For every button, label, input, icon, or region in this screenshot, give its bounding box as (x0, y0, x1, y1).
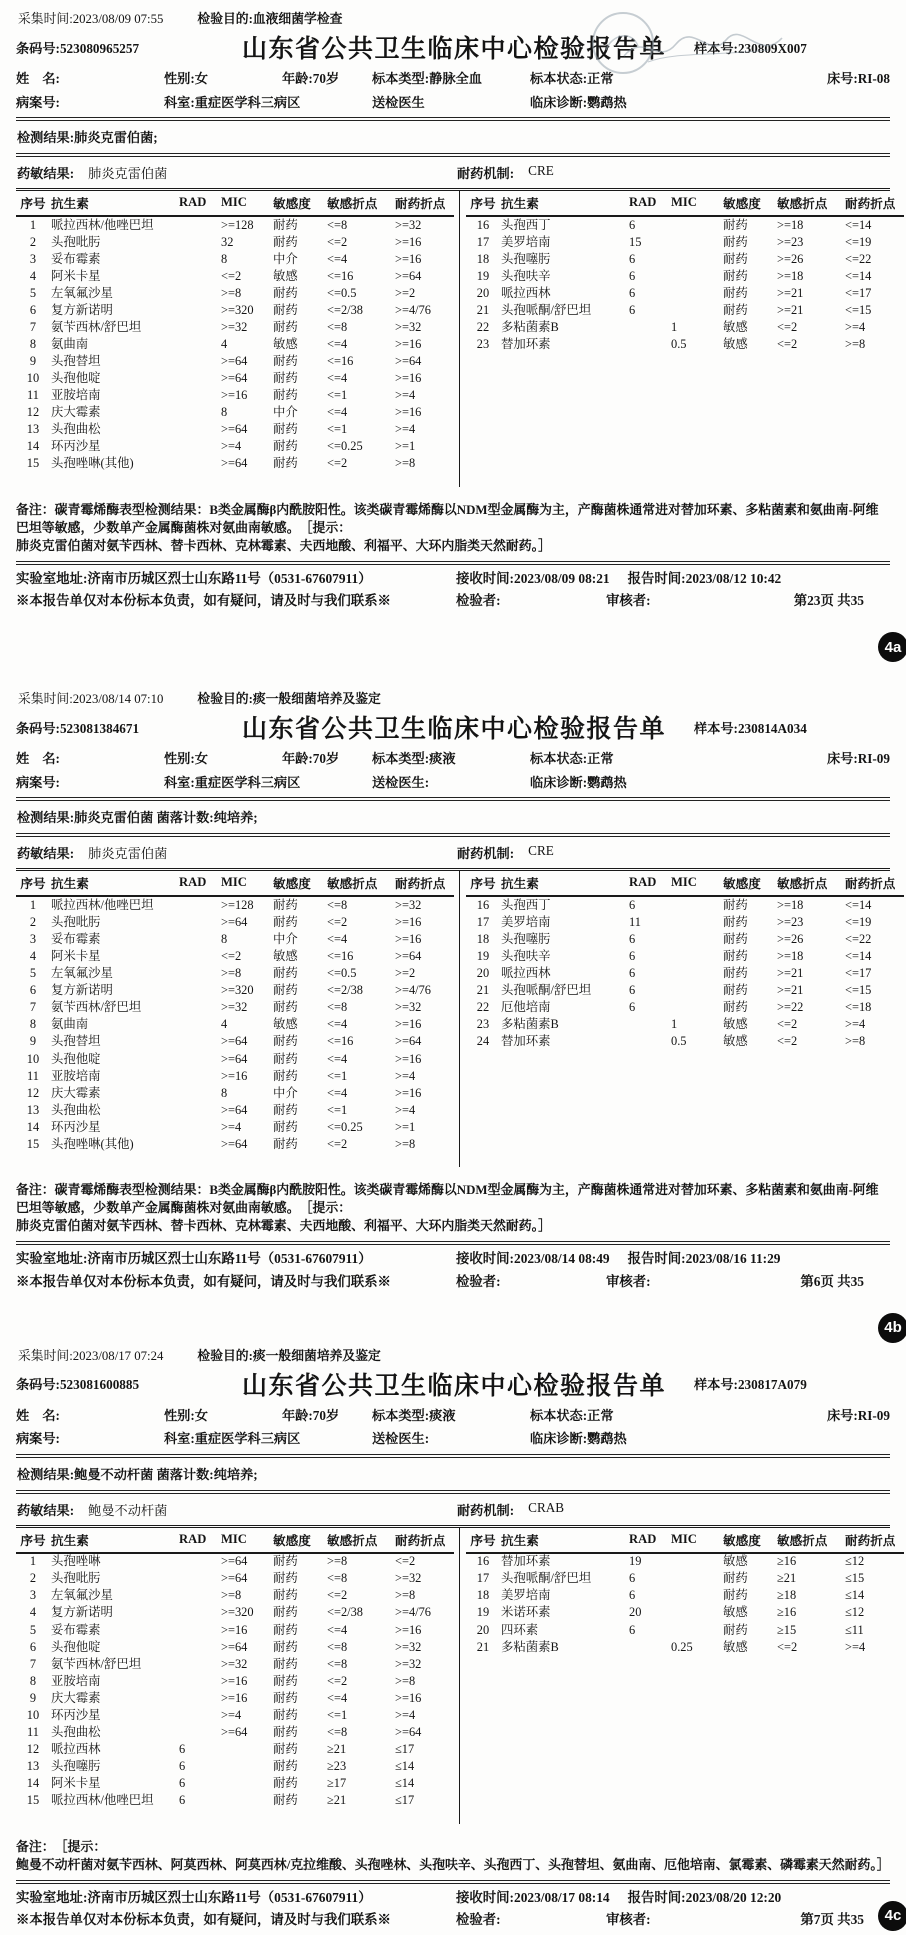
footer-line-1 (16, 568, 890, 590)
table-row: 19 头孢呋辛 6 耐药 >=18 <=14 (476, 949, 872, 964)
col-mic: MIC (220, 871, 272, 896)
col-antibiotic: 抗生素 (50, 191, 178, 216)
col-sensitivity: 敏感度 (722, 871, 776, 896)
table-row: 2 头孢吡肟 >=64 耐药 <=8 >=32 (29, 1571, 422, 1586)
table-row: 2 头孢吡肟 32 耐药 <=2 >=16 (29, 234, 422, 249)
organism-name: 肺炎克雷伯菌 (88, 166, 168, 181)
table-row: 14 阿米卡星 6 耐药 ≥17 ≤14 (26, 1776, 415, 1791)
col-antibiotic: 抗生素 (500, 191, 628, 216)
report-top-line (16, 6, 890, 27)
table-row: 18 头孢噻肟 6 耐药 >=26 <=22 (476, 932, 872, 947)
divider (16, 1490, 890, 1494)
figure-label-badge: 4a (878, 632, 906, 662)
remark-text: 备注：碳青霉烯酶表型检测结果：B类金属酶β内酰胺阳性。该类碳青霉烯酶以NDM型金属酶为主，产酶菌株通常进对替加环素、多粘菌素和氨曲南-阿维巴坦等敏感，少数单产金属酶菌株对氨曲南敏感。 ［提示： (16, 1183, 879, 1216)
patient-name-label: 姓 名: (16, 1407, 60, 1423)
col-resist-breakpoint: 耐药折点 (844, 1528, 904, 1553)
case-number-label: 病案号: (16, 774, 60, 790)
table-row: 8 氨曲南 4 敏感 <=4 >=16 (29, 337, 422, 352)
case-number-label: 病案号: (16, 1431, 60, 1447)
patient-info (16, 747, 890, 794)
col-resist-breakpoint: 耐药折点 (394, 191, 454, 216)
patient-age: 年龄:70岁 (282, 1407, 340, 1423)
page-number: 第7页 共35 (800, 1911, 864, 1927)
antibiogram-table (16, 191, 454, 473)
susceptibility-label: 药敏结果: (17, 166, 75, 181)
footer-divider (16, 561, 890, 565)
remark-text: 备注： ［提示： (16, 1839, 107, 1854)
table-row: 1 哌拉西林/他唑巴坦 >=128 耐药 <=8 >=32 (29, 897, 422, 912)
report-time: 报告时间:2023/08/12 10:42 (627, 571, 782, 587)
patient-gender: 性别:女 (164, 71, 208, 86)
col-sensitivity: 敏感度 (722, 1528, 776, 1553)
antibiogram-table (16, 1528, 454, 1810)
table-row: 7 氨苄西林/舒巴坦 >=32 耐药 <=8 >=32 (29, 1656, 422, 1671)
table-row: 6 头孢他啶 >=64 耐药 <=8 >=32 (29, 1639, 422, 1654)
reviewer-label: 审核者: (606, 1911, 651, 1927)
col-sens-breakpoint: 敏感折点 (326, 871, 394, 896)
sample-number: 样本号:230817A079 (694, 1377, 807, 1393)
table-row: 14 环丙沙星 >=4 耐药 <=0.25 >=1 (26, 439, 416, 454)
divider (16, 117, 890, 121)
sending-doctor-label: 送检医生: (372, 774, 430, 790)
patient-info (16, 67, 890, 114)
col-rad: RAD (178, 1528, 220, 1553)
col-mic: MIC (670, 191, 722, 216)
table-row: 6 复方新诺明 >=320 耐药 <=2/38 >=4/76 (29, 302, 432, 317)
antibiogram-left (16, 1528, 460, 1824)
bed-number: 床号:RI-09 (826, 751, 890, 767)
table-row: 11 头孢曲松 >=64 耐药 <=8 >=64 (27, 1724, 422, 1739)
col-rad: RAD (178, 871, 220, 896)
test-purpose: 检验目的:痰一般细菌培养及鉴定 (197, 1348, 381, 1363)
clinical-diagnosis: 临床诊断:鹦鹉热 (530, 774, 627, 790)
report-title: 山东省公共卫生临床中心检验报告单 (241, 1372, 666, 1400)
footer-line-2 (16, 590, 890, 612)
table-row: 5 左氧氟沙星 >=8 耐药 <=0.5 >=2 (29, 966, 416, 981)
barcode-number: 条码号:523080965257 (16, 40, 140, 56)
table-row: 12 庆大霉素 8 中介 <=4 >=16 (26, 1085, 422, 1100)
antibiogram-tables (16, 868, 896, 1167)
sending-doctor-label: 送检医生: (372, 1431, 430, 1447)
patient-age: 年龄:70岁 (282, 71, 340, 86)
title-row (16, 709, 890, 745)
remark-block (16, 501, 890, 555)
table-row: 19 头孢呋辛 6 耐药 >=18 <=14 (476, 268, 872, 283)
table-row: 12 庆大霉素 8 中介 <=4 >=16 (26, 405, 422, 420)
report-title: 山东省公共卫生临床中心检验报告单 (241, 36, 666, 63)
tester-label: 检验者: (456, 1273, 501, 1289)
department: 科室:重症医学科三病区 (164, 94, 301, 110)
lab-report (0, 680, 906, 1337)
table-row: 22 多粘菌素B 1 敏感 <=2 >=4 (476, 319, 866, 334)
col-resist-breakpoint: 耐药折点 (394, 1528, 454, 1553)
table-row: 17 头孢哌酮/舒巴坦 6 耐药 ≥21 ≤15 (476, 1571, 865, 1586)
table-row: 3 左氧氟沙星 >=8 耐药 <=2 >=8 (29, 1588, 416, 1603)
col-seq: 序号 (16, 871, 50, 896)
col-sens-breakpoint: 敏感折点 (776, 191, 844, 216)
table-row: 10 头孢他啶 >=64 耐药 <=4 >=16 (26, 1051, 422, 1066)
col-seq: 序号 (466, 191, 500, 216)
specimen-status: 标本状态:正常 (530, 1407, 614, 1423)
table-row: 10 环丙沙星 >=4 耐药 <=1 >=4 (26, 1707, 416, 1722)
case-number-label: 病案号: (16, 94, 60, 110)
resistance-mechanism-value: CRE (528, 163, 554, 178)
detection-result: 检测结果:肺炎克雷伯菌; (17, 130, 158, 145)
table-header-row (16, 871, 454, 896)
divider (16, 1454, 890, 1458)
table-row: 1 头孢唑啉 >=64 耐药 >=8 <=2 (29, 1554, 416, 1569)
table-row: 2 头孢吡肟 >=64 耐药 <=2 >=16 (29, 915, 422, 929)
table-row: 14 环丙沙星 >=4 耐药 <=0.25 >=1 (26, 1119, 416, 1134)
table-row: 23 替加环素 0.5 敏感 <=2 >=8 (476, 337, 866, 352)
remark-block (16, 1838, 890, 1874)
figure-label-badge: 4b (878, 1313, 906, 1343)
table-row: 20 四环素 6 耐药 ≥15 ≤11 (476, 1622, 864, 1637)
col-sensitivity: 敏感度 (272, 191, 326, 216)
resistance-mechanism-label: 耐药机制: (457, 846, 515, 862)
col-seq: 序号 (466, 871, 500, 896)
table-header-row (466, 871, 904, 896)
patient-gender: 性别:女 (164, 751, 208, 767)
remark-hint-text: 肺炎克雷伯菌对氨苄西林、替卡西林、克林霉素、夫西地酸、利福平、大环内脂类天然耐药。］ (16, 539, 551, 554)
table-row: 5 妥布霉素 >=16 耐药 <=4 >=16 (29, 1622, 422, 1637)
col-antibiotic: 抗生素 (500, 1528, 628, 1553)
table-row: 15 头孢唑啉(其他) >=64 耐药 <=2 >=8 (26, 1136, 416, 1151)
patient-age: 年龄:70岁 (282, 751, 340, 767)
susceptibility-label: 药敏结果: (17, 1502, 75, 1518)
collect-time: 采集时间:2023/08/09 07:55 (18, 12, 164, 26)
footer-line-1 (16, 1248, 890, 1270)
specimen-status: 标本状态:正常 (530, 71, 614, 86)
detection-result: 检测结果:鲍曼不动杆菌 菌落计数:纯培养; (17, 1466, 258, 1482)
table-row: 11 亚胺培南 >=16 耐药 <=1 >=4 (27, 388, 416, 403)
lab-report (0, 0, 906, 656)
tester-label: 检验者: (456, 1911, 501, 1927)
table-row: 21 多粘菌素B 0.25 敏感 <=2 >=4 (476, 1639, 866, 1654)
footer-divider (16, 1241, 890, 1245)
table-row: 21 头孢哌酮/舒巴坦 6 耐药 >=21 <=15 (476, 302, 872, 317)
patient-name-label: 姓 名: (16, 71, 60, 86)
antibiogram-table (466, 191, 904, 354)
disclaimer-notice: ※本报告单仅对本份标本负责，如有疑问，请及时与我们联系※ (16, 1273, 391, 1289)
page-number: 第6页 共35 (800, 1273, 864, 1289)
specimen-type: 标本类型:静脉全血 (372, 71, 482, 86)
table-header-row (16, 191, 454, 216)
table-row: 20 哌拉西林 6 耐药 >=21 <=17 (476, 285, 872, 300)
lab-address: 实验室地址:济南市历城区烈士山东路11号（0531-67607911） (16, 571, 372, 587)
footer-divider (16, 1880, 890, 1884)
col-resist-breakpoint: 耐药折点 (844, 191, 904, 216)
footer-line-1 (16, 1887, 890, 1909)
col-sens-breakpoint: 敏感折点 (776, 871, 844, 896)
divider (16, 153, 890, 157)
footer-line-2 (16, 1909, 890, 1931)
clinical-diagnosis: 临床诊断:鹦鹉热 (530, 94, 627, 110)
table-row: 1 哌拉西林/他唑巴坦 >=128 耐药 <=8 >=32 (29, 217, 422, 232)
col-sens-breakpoint: 敏感折点 (776, 1528, 844, 1553)
reviewer-label: 审核者: (606, 1273, 651, 1289)
table-row: 13 头孢曲松 >=64 耐药 <=1 >=4 (26, 1102, 416, 1117)
antibiogram-tables (16, 188, 896, 487)
report-time: 报告时间:2023/08/16 11:29 (627, 1251, 781, 1267)
table-row: 9 头孢替坦 >=64 耐药 <=16 >=64 (29, 1034, 422, 1049)
specimen-status: 标本状态:正常 (530, 751, 614, 767)
barcode-number: 条码号:523081600885 (16, 1377, 140, 1393)
organism-name: 肺炎克雷伯菌 (88, 846, 168, 862)
table-row: 11 亚胺培南 >=16 耐药 <=1 >=4 (27, 1068, 416, 1083)
col-mic: MIC (670, 1528, 722, 1553)
col-sensitivity: 敏感度 (722, 191, 776, 216)
lab-report (0, 1337, 906, 1935)
col-mic: MIC (220, 1528, 272, 1553)
title-row (16, 1366, 890, 1402)
report-time: 报告时间:2023/08/20 12:20 (627, 1889, 782, 1905)
barcode-number: 条码号:523081384671 (16, 720, 140, 736)
received-time: 接收时间:2023/08/17 08:14 (456, 1889, 610, 1905)
col-resist-breakpoint: 耐药折点 (394, 871, 454, 896)
remark-block (16, 1181, 890, 1235)
col-rad: RAD (178, 191, 220, 216)
table-row: 20 哌拉西林 6 耐药 >=21 <=17 (476, 966, 872, 981)
sending-doctor-label: 送检医生 (372, 94, 425, 110)
table-row: 13 头孢曲松 >=64 耐药 <=1 >=4 (26, 422, 416, 437)
antibiogram-table (16, 871, 454, 1153)
divider (16, 797, 890, 801)
specimen-type: 标本类型:痰液 (372, 1407, 456, 1423)
col-seq: 序号 (16, 191, 50, 216)
table-header-row (466, 191, 904, 216)
detection-result: 检测结果:肺炎克雷伯菌 菌落计数:纯培养; (17, 810, 258, 826)
col-sensitivity: 敏感度 (272, 1528, 326, 1553)
susceptibility-row (16, 840, 890, 866)
clinical-diagnosis: 临床诊断:鹦鹉热 (530, 1431, 627, 1447)
antibiogram-right (460, 191, 903, 487)
col-rad: RAD (628, 1528, 670, 1553)
col-rad: RAD (628, 191, 670, 216)
antibiogram-right (460, 1528, 903, 1824)
page-number: 第23页 共35 (793, 593, 864, 609)
table-row: 3 妥布霉素 8 中介 <=4 >=16 (29, 251, 422, 266)
table-row: 4 阿米卡星 <=2 敏感 <=16 >=64 (29, 268, 422, 283)
table-row: 18 美罗培南 6 耐药 ≥18 ≤14 (476, 1588, 865, 1603)
disclaimer-notice: ※本报告单仅对本份标本负责，如有疑问，请及时与我们联系※ (16, 593, 391, 609)
table-row: 13 头孢噻肟 6 耐药 ≥23 ≤14 (26, 1759, 415, 1774)
organism-name: 鲍曼不动杆菌 (88, 1502, 168, 1518)
resistance-mechanism-value: CRE (528, 843, 554, 859)
resistance-mechanism-value: CRAB (528, 1499, 565, 1515)
table-row: 15 哌拉西林/他唑巴坦 6 耐药 ≥21 ≤17 (26, 1793, 415, 1808)
susceptibility-row (16, 160, 890, 186)
test-purpose: 检验目的:痰一般细菌培养及鉴定 (197, 692, 381, 707)
antibiogram-left (16, 191, 460, 487)
title-row (16, 29, 890, 65)
table-row: 16 头孢西丁 6 耐药 >=18 <=14 (476, 897, 872, 912)
table-row: 24 替加环素 0.5 敏感 <=2 >=8 (476, 1034, 866, 1049)
table-header-row (466, 1528, 904, 1553)
table-row: 5 左氧氟沙星 >=8 耐药 <=0.5 >=2 (29, 285, 416, 300)
table-row: 6 复方新诺明 >=320 耐药 <=2/38 >=4/76 (29, 983, 432, 998)
antibiogram-table (466, 1528, 904, 1656)
table-row: 10 头孢他啶 >=64 耐药 <=4 >=16 (26, 371, 422, 386)
test-purpose: 检验目的:血液细菌学检查 (197, 12, 343, 26)
table-row: 4 阿米卡星 <=2 敏感 <=16 >=64 (29, 949, 422, 964)
table-row: 22 厄他培南 6 耐药 >=22 <=18 (476, 1000, 872, 1015)
table-row: 17 美罗培南 11 耐药 >=23 <=19 (476, 915, 872, 929)
table-row: 21 头孢哌酮/舒巴坦 6 耐药 >=21 <=15 (476, 983, 872, 998)
divider (16, 833, 890, 837)
col-seq: 序号 (466, 1528, 500, 1553)
sample-number: 样本号:230809X007 (694, 40, 807, 56)
report-top-line (16, 1343, 890, 1364)
col-sens-breakpoint: 敏感折点 (326, 1528, 394, 1553)
col-sensitivity: 敏感度 (272, 871, 326, 896)
department: 科室:重症医学科三病区 (164, 1431, 301, 1447)
table-row: 9 头孢替坦 >=64 耐药 <=16 >=64 (29, 354, 422, 369)
remark-hint-text: 鲍曼不动杆菌对氨苄西林、阿莫西林、阿莫西林/克拉维酸、头孢唑林、头孢呋辛、头孢西丁、头孢替坦、氨曲南、厄他培南、氯霉素、磷霉素天然耐药。］ (16, 1857, 890, 1872)
table-row: 16 替加环素 19 敏感 ≥16 ≤12 (476, 1554, 865, 1569)
collect-time: 采集时间:2023/08/14 07:10 (18, 692, 164, 707)
susceptibility-row (16, 1497, 890, 1523)
table-row: 16 头孢西丁 6 耐药 >=18 <=14 (476, 217, 872, 232)
antibiogram-left (16, 871, 460, 1167)
susceptibility-label: 药敏结果: (17, 846, 75, 862)
table-row: 3 妥布霉素 8 中介 <=4 >=16 (29, 932, 422, 947)
disclaimer-notice: ※本报告单仅对本份标本负责，如有疑问，请及时与我们联系※ (16, 1911, 391, 1927)
col-mic: MIC (220, 191, 272, 216)
received-time: 接收时间:2023/08/14 08:49 (456, 1251, 610, 1267)
antibiogram-tables (16, 1525, 896, 1824)
table-row: 15 头孢唑啉(其他) >=64 耐药 <=2 >=8 (26, 456, 416, 471)
table-row: 7 氨苄西林/舒巴坦 >=32 耐药 <=8 >=32 (29, 1000, 422, 1015)
department: 科室:重症医学科三病区 (164, 774, 301, 790)
remark-text: 备注：碳青霉烯酶表型检测结果：B类金属酶β内酰胺阳性。该类碳青霉烯酶以NDM型金属酶为主，产酶菌株通常进对替加环素、多粘菌素和氨曲南-阿维巴坦等敏感，少数单产金属酶菌株对氨曲南敏感。 ［提示： (16, 502, 879, 535)
report-title: 山东省公共卫生临床中心检验报告单 (241, 716, 666, 744)
table-row: 7 氨苄西林/舒巴坦 >=32 耐药 <=8 >=32 (29, 319, 422, 334)
table-row: 8 亚胺培南 >=16 耐药 <=2 >=8 (29, 1673, 416, 1688)
footer-line-2 (16, 1271, 890, 1293)
remark-hint-text: 肺炎克雷伯菌对氨苄西林、替卡西林、克林霉素、夫西地酸、利福平、大环内脂类天然耐药。］ (16, 1219, 551, 1234)
table-row: 17 美罗培南 15 耐药 >=23 <=19 (476, 234, 872, 249)
col-sens-breakpoint: 敏感折点 (326, 191, 394, 216)
resistance-mechanism-label: 耐药机制: (457, 166, 515, 181)
col-antibiotic: 抗生素 (500, 871, 628, 896)
table-row: 8 氨曲南 4 敏感 <=4 >=16 (29, 1017, 422, 1032)
sample-number: 样本号:230814A034 (694, 720, 807, 736)
table-header-row (16, 1528, 454, 1553)
lab-address: 实验室地址:济南市历城区烈士山东路11号（0531-67607911） (16, 1889, 372, 1905)
patient-name-label: 姓 名: (16, 751, 60, 767)
bed-number: 床号:RI-08 (826, 71, 890, 86)
table-row: 19 米诺环素 20 敏感 ≥16 ≤12 (476, 1605, 865, 1620)
report-top-line (16, 686, 890, 707)
patient-info (16, 1404, 890, 1451)
col-resist-breakpoint: 耐药折点 (844, 871, 904, 896)
lab-address: 实验室地址:济南市历城区烈士山东路11号（0531-67607911） (16, 1251, 372, 1267)
col-antibiotic: 抗生素 (50, 1528, 178, 1553)
col-seq: 序号 (16, 1528, 50, 1553)
specimen-type: 标本类型:痰液 (372, 751, 456, 767)
col-antibiotic: 抗生素 (50, 871, 178, 896)
reviewer-label: 审核者: (606, 593, 651, 609)
table-row: 18 头孢噻肟 6 耐药 >=26 <=22 (476, 251, 872, 266)
table-row: 4 复方新诺明 >=320 耐药 <=2/38 >=4/76 (29, 1605, 432, 1620)
bed-number: 床号:RI-09 (826, 1407, 890, 1423)
col-mic: MIC (670, 871, 722, 896)
table-row: 9 庆大霉素 >=16 耐药 <=4 >=16 (29, 1690, 422, 1705)
col-rad: RAD (628, 871, 670, 896)
table-row: 12 哌拉西林 6 耐药 ≥21 ≤17 (26, 1741, 415, 1756)
antibiogram-right (460, 871, 903, 1167)
tester-label: 检验者: (456, 593, 501, 609)
patient-gender: 性别:女 (164, 1407, 208, 1423)
table-row: 23 多粘菌素B 1 敏感 <=2 >=4 (476, 1017, 866, 1032)
figure-label-badge: 4c (878, 1901, 906, 1931)
resistance-mechanism-label: 耐药机制: (457, 1502, 515, 1518)
received-time: 接收时间:2023/08/09 08:21 (456, 571, 610, 587)
collect-time: 采集时间:2023/08/17 07:24 (18, 1348, 164, 1363)
antibiogram-table (466, 871, 904, 1051)
